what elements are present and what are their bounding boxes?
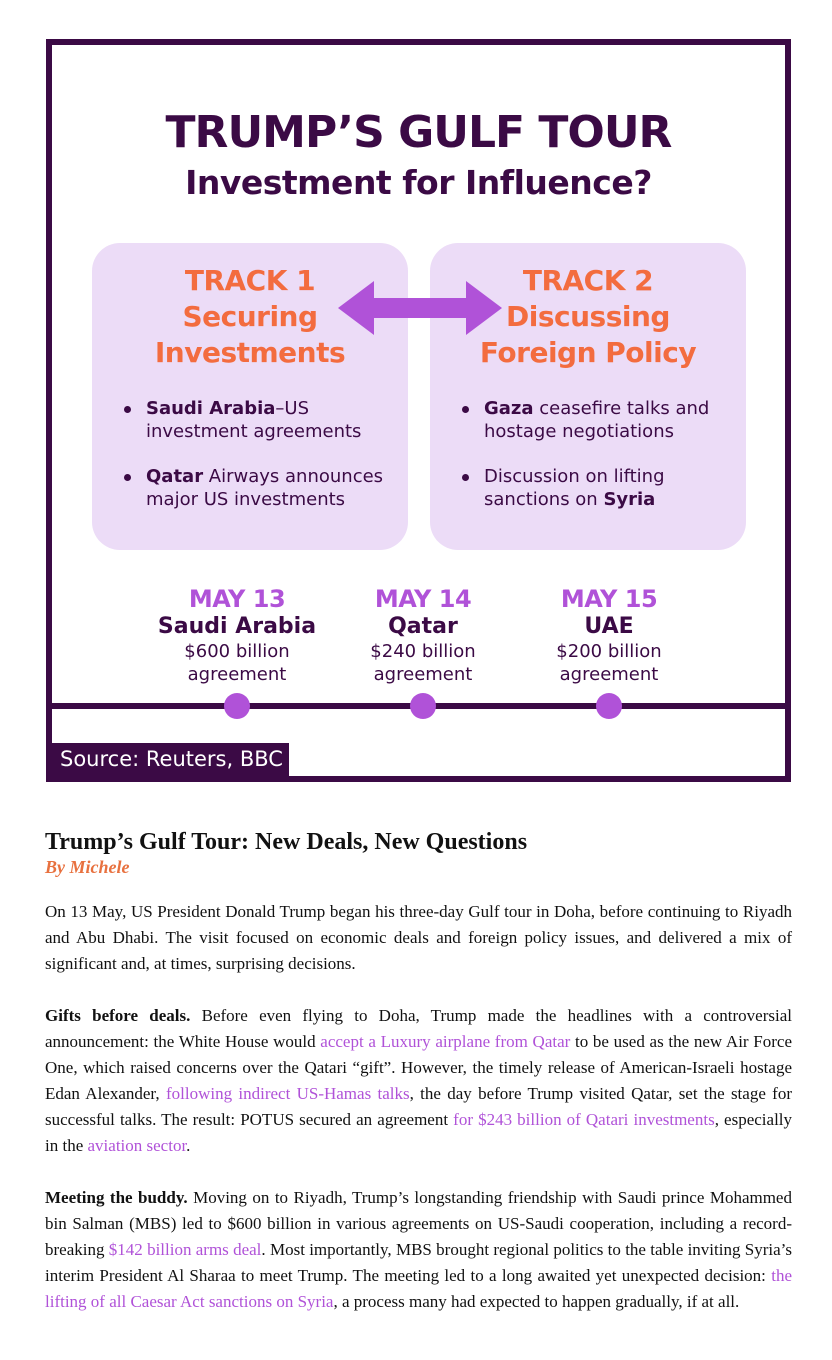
track-1-heading-line: Investments [154,336,346,369]
paragraph-intro: On 13 May, US President Donald Trump began his three-day Gulf tour in Doha, before continuing to Riyadh and Abu Dhabi. The visit focused on economic deals and foreign policy issues, and delivered a mix of significant and, at times, surprising decisions. [45,902,792,973]
link-caesar-act-sanctions[interactable]: the lifting of all Caesar Act sanctions on Syria [45,1266,792,1311]
timeline-country: Qatar [388,614,458,639]
timeline-amount-label: agreement [559,664,659,685]
bullet-item: Saudi Arabia–US investment agreements [122,397,394,443]
infographic-subtitle: Investment for Influence? [185,163,652,202]
timeline-dot [410,693,436,719]
bullet-item: Qatar Airways announces major US investments [122,465,394,511]
timeline-date: MAY 15 [560,585,658,613]
timeline-amount-label: agreement [187,664,287,685]
track-2-heading-line: Discussing [506,300,670,333]
timeline-entry-may-15 [514,585,704,686]
timeline-country: UAE [584,614,634,639]
article [45,826,792,1315]
infographic-title: TRUMP’S GULF TOUR [165,107,672,158]
link-us-hamas-talks[interactable]: following indirect US-Hamas talks [165,1084,410,1103]
link-qatari-investments[interactable]: for $243 billion of Qatari investments [453,1110,715,1129]
source-badge: Source: Reuters, BBC [52,743,289,776]
paragraph-gifts: Gifts before deals. Before even flying to Doha, Trump made the headlines with a controversial announcement: the White House would accept a Luxury airplane from Qatar to be used as the new Air Force One, which raised concerns over the Qatari “gift”. However, the timely release of American-Israeli hostage Edan Alexander, following indirect US-Hamas talks, the day before Trump visited Qatar, set the stage for successful talks. The result: POTUS secured an agreement for $243 billion of Qatari investments, especially in the aviation sector. [45,1006,793,1155]
infographic [46,39,791,782]
bullet-item: Discussion on lifting sanctions on Syria [460,465,732,511]
track-1-heading-line: Securing [182,300,318,333]
track-2-bullets [460,397,732,533]
track-1-label: TRACK 1 [184,264,316,297]
timeline-entry-may-14 [328,585,518,686]
timeline-dot [224,693,250,719]
timeline-dot [596,693,622,719]
track-2-heading-line: Foreign Policy [479,336,697,369]
timeline-amount: $200 billion [556,641,662,662]
track-2-label: TRACK 2 [522,264,654,297]
bullet-item: Gaza ceasefire talks and hostage negotiations [460,397,732,443]
paragraph-lead: Gifts before deals. [45,1006,191,1025]
timeline-amount: $600 billion [184,641,290,662]
paragraph-buddy: Meeting the buddy. Moving on to Riyadh, Trump’s longstanding friendship with Saudi prince Mohammed bin Salman (MBS) led to $600 billion in various agreements on US-Saudi cooperation, including a record-breaking $142 billion arms deal. Most importantly, MBS brought regional politics to the table inviting Syria’s interim President Al Sharaa to meet Trump. The meeting led to a long awaited yet unexpected decision: the lifting of all Caesar Act sanctions on Syria, a process many had expected to happen gradually, if at all. [45,1188,792,1311]
link-arms-deal[interactable]: $142 billion arms deal [108,1240,262,1259]
timeline-entry-may-13 [142,585,332,686]
timeline-date: MAY 13 [188,585,286,613]
track-1-bullets [122,397,394,533]
timeline-amount-label: agreement [373,664,473,685]
timeline-amount: $240 billion [370,641,476,662]
article-title: Trump’s Gulf Tour: New Deals, New Questions [45,829,528,855]
byline: By Michele [45,857,130,877]
link-luxury-airplane[interactable]: accept a Luxury airplane from Qatar [320,1032,571,1051]
timeline-country: Saudi Arabia [157,614,317,639]
double-arrow-icon [338,281,502,335]
link-aviation-sector[interactable]: aviation sector [87,1136,187,1155]
timeline-date: MAY 14 [374,585,472,613]
paragraph-lead: Meeting the buddy. [45,1188,188,1207]
